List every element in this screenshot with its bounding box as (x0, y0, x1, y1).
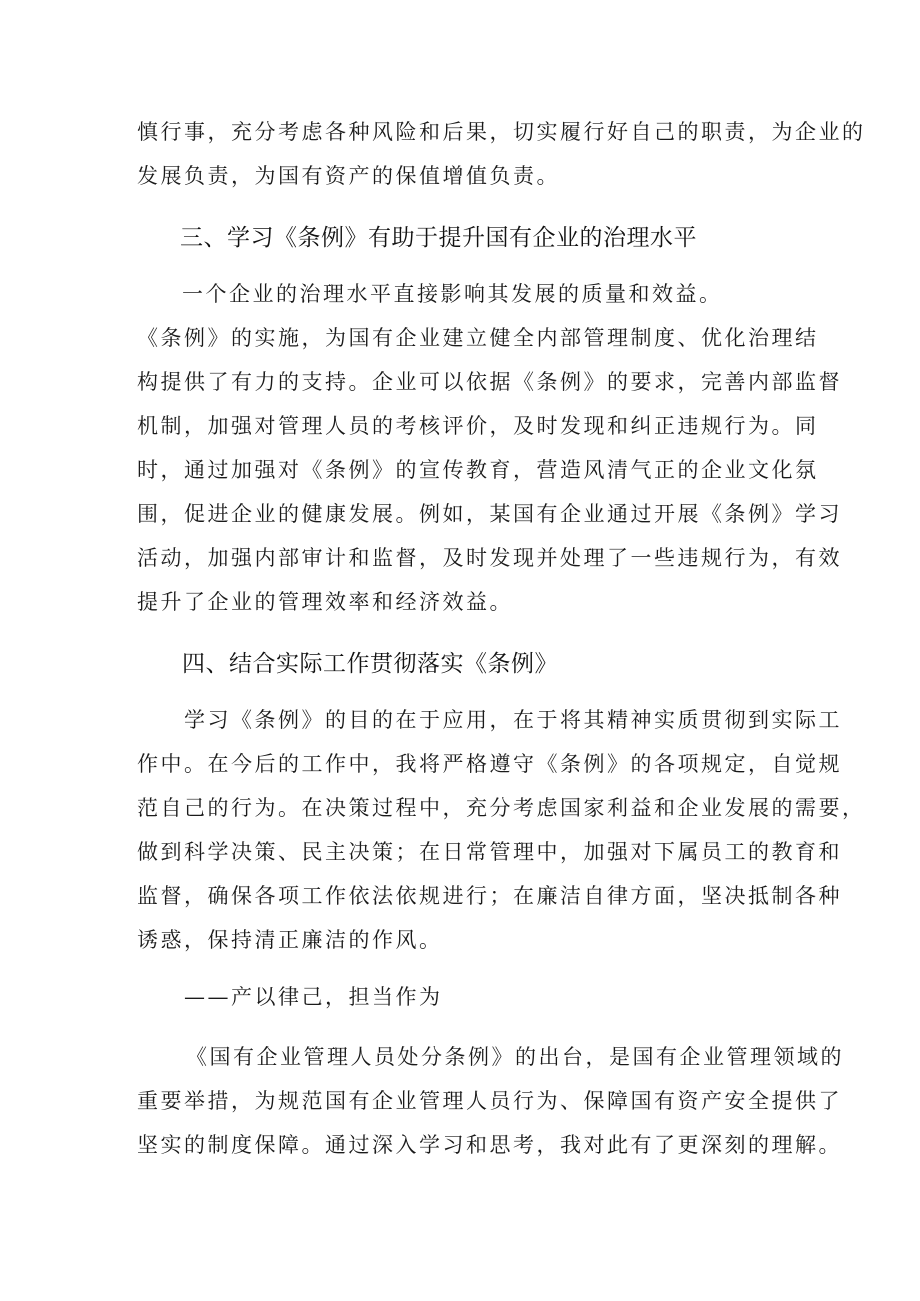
text-line: 诱惑，保持清正廉洁的作风。 (137, 928, 443, 952)
text-line: 做到科学决策、民主决策；在日常管理中，加强对下属员工的教育和 (137, 840, 842, 864)
section-heading-3: 三、学习《条例》有助于提升国有企业的治理水平 (180, 225, 697, 251)
text-line: 一个企业的治理水平直接影响其发展的质量和效益。 (182, 282, 723, 306)
text-line: 《国有企业管理人员处分条例》的出台，是国有企业管理领域的 (186, 1045, 844, 1069)
text-line: 慎行事，充分考虑各种风险和后果，切实履行好自己的职责，为企业的 (137, 120, 866, 144)
text-line: 学习《条例》的目的在于应用，在于将其精神实质贯彻到实际工 (184, 708, 842, 732)
text-line: 监督，确保各项工作依法依规进行；在廉洁自律方面，坚决抵制各种 (137, 884, 842, 908)
section-heading-4: 四、结合实际工作贯彻落实《条例》 (182, 651, 558, 677)
text-line: 提升了企业的管理效率和经济效益。 (137, 590, 513, 614)
text-line: 坚实的制度保障。通过深入学习和思考，我对此有了更深刻的理解。 (137, 1133, 842, 1157)
text-line: 围，促进企业的健康发展。例如，某国有企业通过开展《条例》学习 (137, 502, 842, 526)
text-line: 机制，加强对管理人员的考核评价，及时发现和纠正违规行为。同 (137, 414, 819, 438)
text-line: 构提供了有力的支持。企业可以依据《条例》的要求，完善内部监督 (137, 370, 842, 394)
text-line: 《条例》的实施，为国有企业建立健全内部管理制度、优化治理结 (137, 326, 819, 350)
text-line: 重要举措，为规范国有企业管理人员行为、保障国有资产安全提供了 (137, 1089, 842, 1113)
text-line: 范自己的行为。在决策过程中，充分考虑国家利益和企业发展的需要， (137, 796, 866, 820)
text-line: 活动，加强内部审计和监督，及时发现并处理了一些违规行为，有效 (137, 546, 842, 570)
subtitle: ——产以律己，担当作为 (184, 985, 443, 1009)
text-line: 发展负责，为国有资产的保值增值负责。 (137, 164, 560, 188)
text-line: 时，通过加强对《条例》的宣传教育，营造风清气正的企业文化氛 (137, 458, 819, 482)
text-line: 作中。在今后的工作中，我将严格遵守《条例》的各项规定，自觉规 (137, 752, 842, 776)
